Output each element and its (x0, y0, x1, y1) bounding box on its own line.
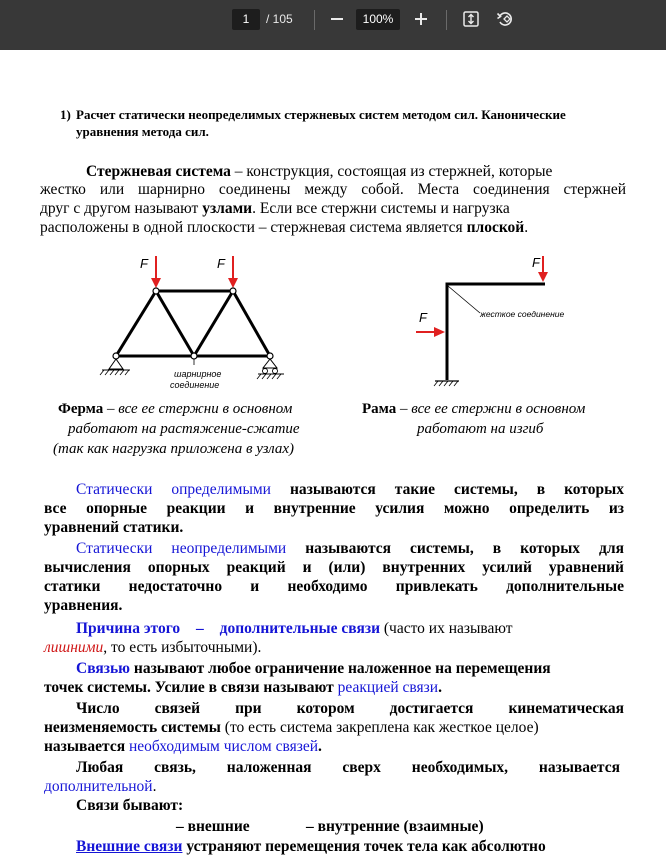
rigid-joint-label: жесткое соединение (480, 309, 565, 319)
heading-line-2: уравнения метода сил. (76, 124, 209, 139)
page-number-input[interactable]: 1 (232, 9, 260, 30)
frame-caption-line-1: Рама – все ее стержни в основном (362, 401, 586, 417)
term-link-reaction: реакцией связи (337, 679, 439, 696)
s4-line-1: Связью называют любое ограничение наложенное на перемещения (76, 660, 551, 677)
zoom-out-button[interactable] (328, 7, 346, 31)
truss-caption-line-1: Ферма – все ее стержни в основном (58, 401, 293, 417)
s3-line-1: Причина этого – дополнительные связи (часто их называют (76, 620, 513, 637)
term-redundant: лишними (44, 639, 104, 656)
zoom-level-input[interactable]: 100% (356, 9, 400, 30)
rotate-icon[interactable] (496, 10, 514, 28)
s1-line-2: все опорные реакции и внутренние усилия можно определить из (44, 500, 624, 517)
term-nodes: узлами (202, 200, 253, 217)
s2-line-2: вычисления опорных реакций и (или) внутренних усилий уравнений (44, 559, 624, 576)
term-additional-links: дополнительные связи (219, 620, 380, 637)
s2-line-3: статики недостаточно и необходимо привлекать дополнительные (44, 578, 624, 595)
truss-force-label-1: F (140, 256, 148, 271)
truss-diagram (90, 250, 310, 400)
link-type-external: – внешние (176, 818, 250, 835)
intro-line-3: друг с другом называют узлами. Если все стержни системы и нагрузка (40, 200, 510, 217)
s7-line: Связи бывают: (76, 797, 184, 814)
truss-caption-line-2: работают на растяжение-сжатие (68, 421, 300, 437)
heading-number: 1) (60, 107, 71, 122)
hinge-label-1: шарнирное (174, 369, 222, 379)
term-truss: Ферма (58, 401, 104, 417)
term-external-links: Внешние связи (76, 838, 183, 855)
term-rod-system: Стержневая система (86, 163, 231, 180)
document-page (0, 50, 666, 860)
s5-line-1: Число связей при котором достигается кинематическая (76, 700, 624, 717)
term-plane: плоской (466, 219, 525, 236)
fit-page-icon[interactable] (463, 11, 479, 27)
term-additional: дополнительной (44, 778, 153, 795)
term-reason: Причина этого (76, 620, 181, 637)
page-total: / 105 (266, 12, 293, 26)
s3-line-2: лишними, то есть избыточными). (44, 639, 262, 656)
toolbar-divider (446, 10, 447, 30)
s5-line-2: неизменяемость системы (то есть система закреплена как жесткое целое) (44, 719, 539, 736)
term-link: Связью (76, 660, 131, 677)
s8-line-1: Внешние связи устраняют перемещения точек тела как абсолютно (76, 838, 546, 855)
s2-line-4: уравнения. (44, 597, 123, 614)
s1-line-3: уравнений статики. (44, 519, 184, 536)
term-frame: Рама (362, 401, 397, 417)
hinge-label-2: соединение (170, 380, 220, 390)
s1-line-1: Статически определимыми называются такие системы, в которых (76, 481, 624, 498)
heading-line-1: Расчет статически неопределимых стержневых систем методом сил. Канонические (76, 107, 566, 122)
frame-force-label-side: F (419, 310, 427, 325)
term-necessary-number: необходимым числом связей (128, 738, 319, 755)
s6-line-2: дополнительной. (44, 778, 157, 795)
intro-line-1: Стержневая система – конструкция, состоящая из стержней, которые (86, 163, 553, 180)
zoom-in-button[interactable] (412, 7, 430, 31)
s5-line-3: называется необходимым числом связей. (44, 738, 322, 755)
pdf-toolbar (0, 0, 666, 50)
toolbar-divider (314, 10, 315, 30)
frame-diagram (410, 250, 610, 400)
term-statically-determinate: Статически определимыми (76, 481, 271, 498)
truss-caption-line-3: (так как нагрузка приложена в узлах) (53, 441, 295, 457)
term-statically-indeterminate: Статически неопределимыми (76, 540, 287, 557)
frame-force-label-top: F (532, 255, 540, 270)
s2-line-1: Статически неопределимыми называются системы, в которых для (76, 540, 624, 557)
s4-line-2: точек системы. Усилие в связи называют реакцией связи. (44, 679, 442, 696)
intro-line-4: расположены в одной плоскости – стержневая система является плоской. (40, 219, 529, 236)
intro-line-2: жестко или шарнирно соединены между собой. Места соединения стержней (40, 181, 626, 198)
s6-line-1: Любая связь, наложенная сверх необходимых, называется (76, 759, 620, 776)
truss-force-label-2: F (217, 256, 225, 271)
frame-caption-line-2: работают на изгиб (417, 421, 544, 437)
link-type-internal: – внутренние (взаимные) (306, 818, 484, 835)
